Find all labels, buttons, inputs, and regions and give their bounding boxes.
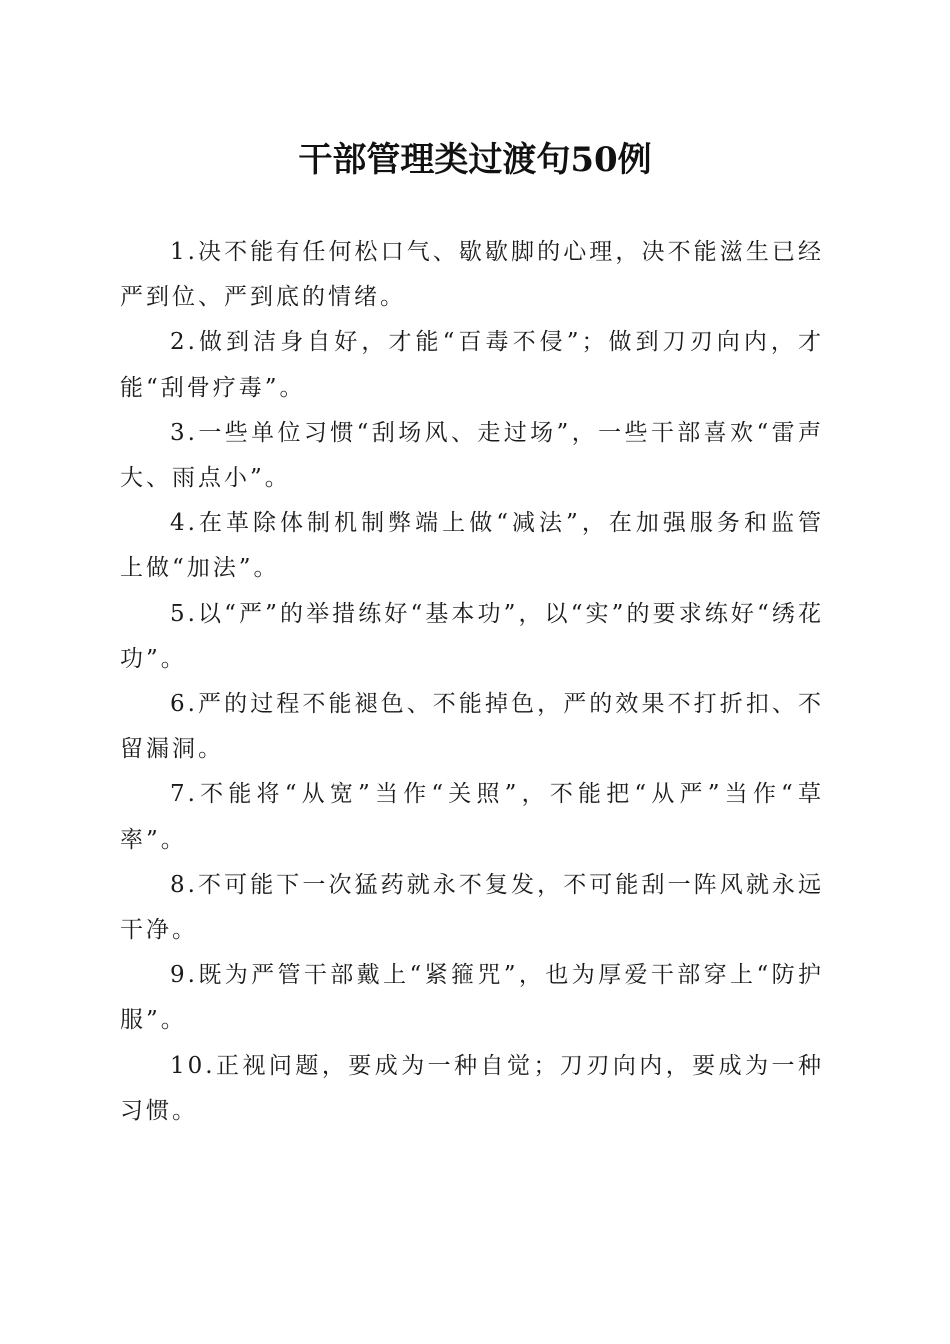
list-item: 1.决不能有任何松口气、歇歇脚的心理，决不能滋生已经严到位、严到底的情绪。 xyxy=(120,239,824,311)
list-item: 8.不可能下一次猛药就永不复发，不可能刮一阵风就永远干净。 xyxy=(120,871,824,944)
list-item: 10.正视问题，要成为一种自觉；刀刃向内，要成为一种习惯。 xyxy=(120,1052,824,1124)
list-item: 3.一些单位习惯“刮场风、走过场”，一些干部喜欢“雷声大、雨点小”。 xyxy=(120,419,824,492)
list-item: 4.在革除体制机制弊端上做“减法”，在加强服务和监管上做“加法”。 xyxy=(120,510,824,582)
list-item: 9.既为严管干部戴上“紧箍咒”，也为厚爱干部穿上“防护服”。 xyxy=(120,962,824,1034)
document-body xyxy=(120,230,824,1134)
list-item: 6.严的过程不能褪色、不能掉色，严的效果不打折扣、不留漏洞。 xyxy=(120,691,824,763)
list-item: 2.做到洁身自好，才能“百毒不侵”；做到刀刃向内，才能“刮骨疗毒”。 xyxy=(120,329,824,401)
list-item: 5.以“严”的举措练好“基本功”，以“实”的要求练好“绣花功”。 xyxy=(120,600,824,672)
list-item: 7.不能将“从宽”当作“关照”，不能把“从严”当作“草率”。 xyxy=(120,781,824,853)
document-title: 干部管理类过渡句50例 xyxy=(298,140,652,180)
